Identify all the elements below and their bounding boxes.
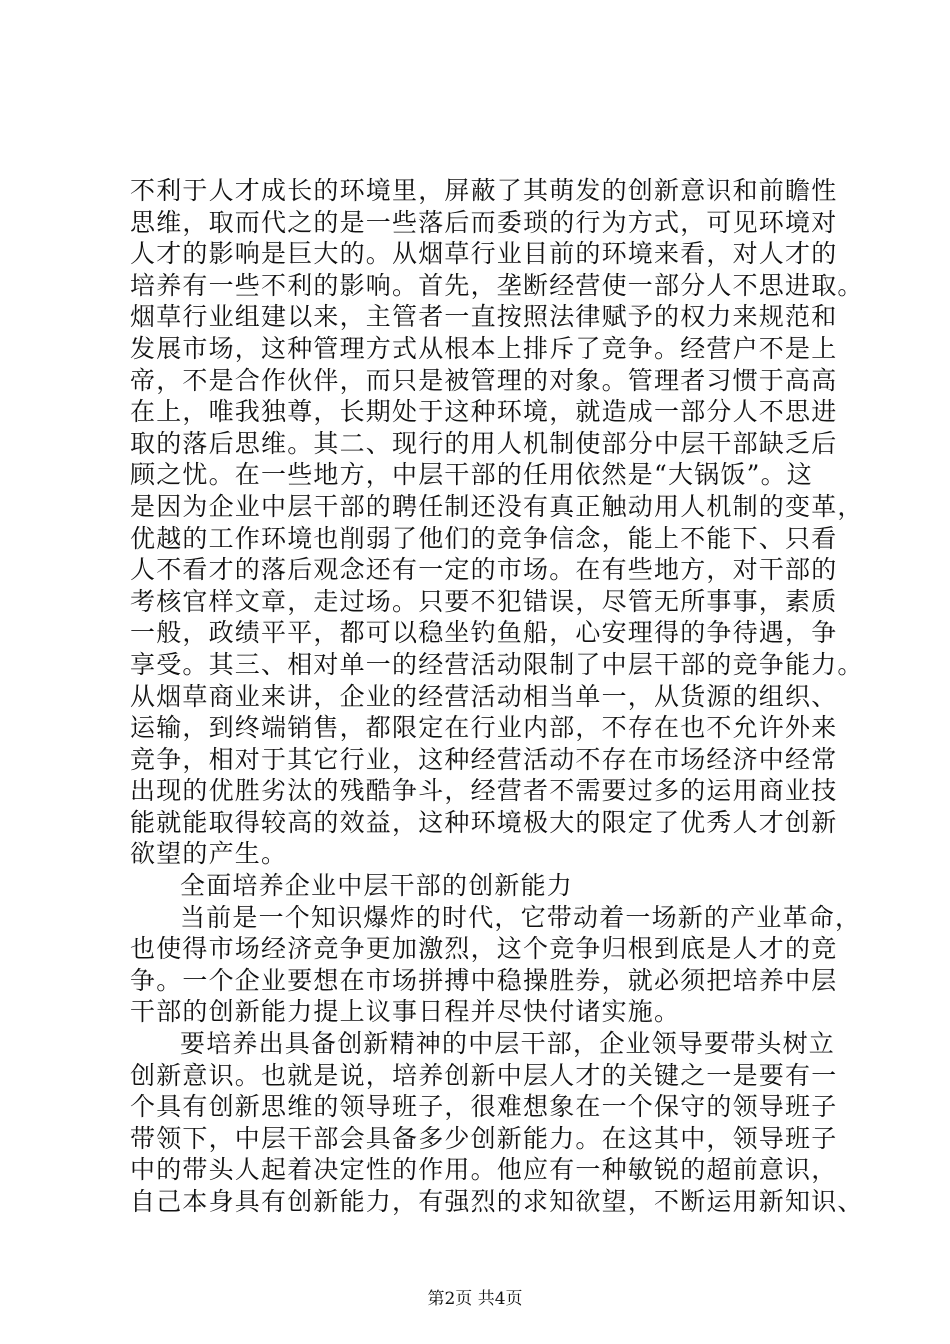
text-line: 要培养出具备创新精神的中层干部，企业领导要带头树立: [180, 1029, 836, 1059]
text-line: 自己本身具有创新能力，有强烈的求知欲望，不断运用新知识、: [130, 1187, 864, 1216]
text-line: 是因为企业中层干部的聘任制还没有真正触动用人机制的变革，: [130, 491, 864, 521]
text-line: 个具有创新思维的领导班子，很难想象在一个保守的领导班子: [130, 1092, 838, 1122]
body-text: [130, 175, 864, 1218]
text-line: 在上，唯我独尊，长期处于这种环境，就造成一部分人不思进: [130, 397, 838, 427]
text-line: 人才的影响是巨大的。从烟草行业目前的环境来看，对人才的: [130, 239, 838, 269]
text-line: 争。一个企业要想在市场拼搏中稳操胜券，就必须把培养中层: [130, 965, 838, 995]
text-line: 人不看才的落后观念还有一定的市场。在有些地方，对干部的: [130, 555, 838, 585]
text-line: 能就能取得较高的效益，这种环境极大的限定了优秀人才创新: [130, 807, 838, 837]
text-line: 干部的创新能力提上议事日程并尽快付诸实施。: [130, 997, 681, 1027]
text-line: 从烟草商业来讲，企业的经营活动相当单一，从货源的组织、: [130, 681, 838, 711]
page-footer: 第2页 共4页: [427, 1289, 523, 1309]
text-line: 烟草行业组建以来，主管者一直按照法律赋予的权力来规范和: [130, 302, 838, 332]
text-line: 享受。其三、相对单一的经营活动限制了中层干部的竞争能力。: [130, 649, 864, 679]
text-line: 当前是一个知识爆炸的时代，它带动着一场新的产业革命，: [180, 902, 862, 932]
text-line: 全面培养企业中层干部的创新能力: [180, 871, 574, 901]
text-line: 一般，政绩平平，都可以稳坐钓鱼船，心安理得的争待遇，争: [130, 618, 838, 648]
text-line: 顾之忧。在一些地方，中层干部的任用依然是“大锅饭”。这: [130, 460, 813, 490]
text-line: 出现的优胜劣汰的残酷争斗，经营者不需要过多的运用商业技: [130, 776, 838, 806]
text-line: 运输，到终端销售，都限定在行业内部，不存在也不允许外来: [130, 713, 838, 743]
text-line: 发展市场，这种管理方式从根本上排斥了竞争。经营户不是上: [130, 333, 838, 363]
text-line: 考核官样文章，走过场。只要不犯错误，尽管无所事事，素质: [130, 586, 838, 616]
text-line: 思维，取而代之的是一些落后而委琐的行为方式，可见环境对: [130, 207, 838, 237]
text-line: 帝，不是合作伙伴，而只是被管理的对象。管理者习惯于高高: [130, 365, 838, 395]
text-line: 优越的工作环境也削弱了他们的竞争信念，能上不能下、只看: [130, 523, 838, 553]
text-line: 不利于人才成长的环境里，屏蔽了其萌发的创新意识和前瞻性: [130, 176, 838, 205]
text-line: 创新意识。也就是说，培养创新中层人才的关键之一是要有一: [130, 1060, 838, 1090]
text-line: 也使得市场经济竞争更加激烈，这个竞争归根到底是人才的竞: [130, 934, 838, 964]
text-line: 欲望的产生。: [130, 839, 288, 869]
text-line: 培养有一些不利的影响。首先，垄断经营使一部分人不思进取。: [130, 270, 864, 300]
text-line: 中的带头人起着决定性的作用。他应有一种敏锐的超前意识，: [130, 1155, 838, 1185]
text-line: 竞争，相对于其它行业，这种经营活动不存在市场经济中经常: [130, 744, 838, 774]
text-line: 取的落后思维。其二、现行的用人机制使部分中层干部缺乏后: [130, 428, 838, 458]
text-line: 带领下，中层干部会具备多少创新能力。在这其中，领导班子: [130, 1123, 838, 1153]
